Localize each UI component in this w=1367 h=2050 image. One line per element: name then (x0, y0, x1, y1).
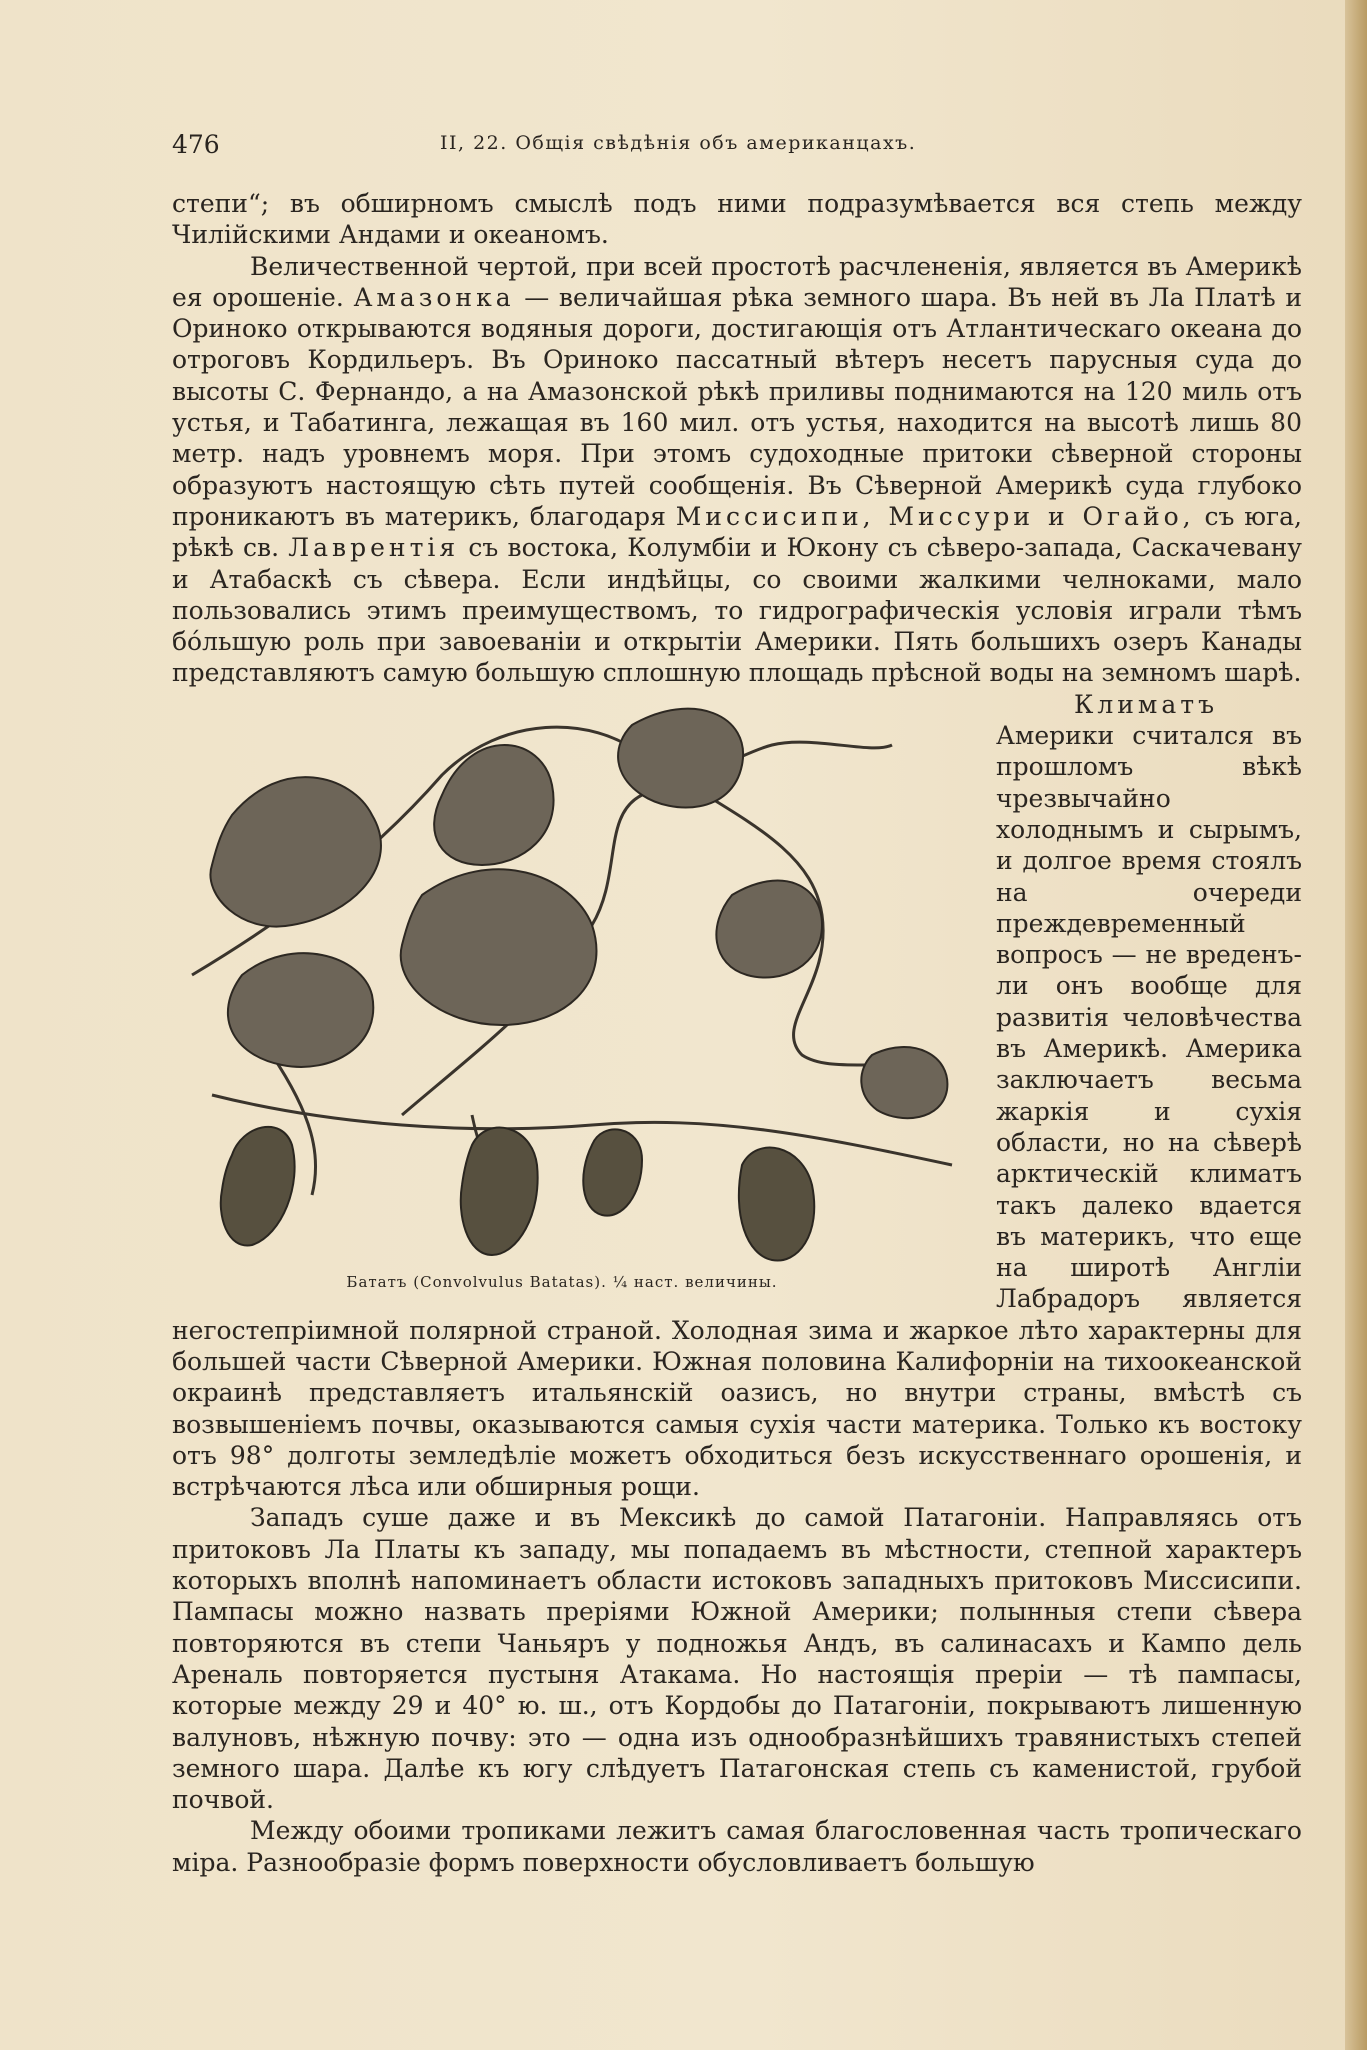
spaced-term-amazon: Амазонка (353, 282, 515, 312)
spaced-term-lawrence: Лаврентія (288, 533, 460, 563)
page-header (172, 130, 1302, 166)
paragraph-1: степи“; въ обширномъ смыслѣ подъ ними подразумѣвается вся степь между Чилійскими Андами и океаномъ. (172, 189, 1302, 250)
text-run: съ юга, рѣкѣ св. (172, 501, 1302, 563)
text-run: — величайшая рѣка земного шара. Въ ней въ Ла Платѣ и Ориноко открываются водяныя дороги, достигающія отъ Атлантическаго океана до отроговъ Кордильеръ. Въ Ориноко пассатный вѣтеръ несетъ парусныя суда до высоты С. Фернандо, а на Амазонской рѣкѣ приливы поднимаются на 120 миль отъ устья, и Табатинга, лежащая въ 160 мил. отъ устья, находится на высотѣ лишь 80 метр. надъ уровнемъ моря. При этомъ судоходные притоки сѣверной стороны образуютъ настоящую сѣть путей сообщенія. Въ Сѣверной Америкѣ суда глубоко проникаютъ въ материкъ, благодаря (172, 282, 1302, 531)
running-title: II, 22. Общія свѣдѣнія объ американцахъ. (440, 132, 917, 154)
paragraph-4: Западъ суше даже и въ Мексикѣ до самой Патагоніи. Направляясь отъ притоковъ Ла Платы къ западу, мы попадаемъ въ мѣстности, степной характеръ которыхъ вполнѣ напоминаетъ области истоковъ западныхъ притоковъ Миссисипи. Пампасы можно назвать преріями Южной Америки; полынныя степи сѣвера повторяются въ степи Чаньяръ у подножья Андъ, въ салинасахъ и Кампо дель Ареналь повторяется пустыня Атакама. Но настоящія преріи — тѣ пампасы, которые между 29 и 40° ю. ш., отъ Кордобы до Патагоніи, покрываютъ лишенную валуновъ, нѣжную почву: это — одна изъ однообразнѣйшихъ травянистыхъ степей земного шара. Далѣе къ югу слѣдуетъ Патагонская степь съ каменистой, грубой почвой. (172, 1503, 1302, 1815)
text-run: Америки считался въ прошломъ вѣкѣ чрезвычайно холоднымъ и сырымъ, и долгое время стоялъ на очереди преждевременный вопросъ — не вреденъ-ли онъ вообще для развитія человѣчества въ Америкѣ. Америка заключаетъ весьма жаркія и сухія области, но на сѣверѣ арктическій климатъ такъ далеко вдается въ материкъ, что еще на широтѣ Англіи Лабрадоръ является негостепріимной полярной страной. Холодная зима и жаркое лѣто характерны для большей части Сѣверной Америки. Южная половина Калифорніи на тихоокеанской окраинѣ представляетъ итальянскій оазисъ, но внутри страны, вмѣстѣ съ возвышеніемъ почвы, оказываются самыя сухія части материка. Только къ востоку отъ 98° долготы земледѣліе можетъ обходиться безъ искусственнаго орошенія, и встрѣчаются лѣса или обширныя рощи. (172, 721, 1302, 1502)
spaced-term-rivers: Миссисипи, Миссури и Огайо, (675, 501, 1195, 531)
paragraph-5: Между обоими тропиками лежитъ самая благословенная часть тропическаго міра. Разнообразіе формъ поверхности обусловливаетъ большую (172, 1816, 1302, 1877)
plant-drawing (172, 695, 962, 1275)
spaced-term-climate: Климатъ (1074, 689, 1218, 719)
page-body (172, 188, 1302, 1878)
paragraph-2 (172, 251, 1302, 689)
page-edge (1345, 0, 1367, 2050)
figure-caption: Бататъ (Convolvulus Batatas). ¼ наст. величины. (346, 1273, 778, 1292)
text-run: Величественной чертой, при всей простотѣ расчлененія, является въ Америкѣ ея орошеніе. (172, 251, 1302, 312)
text-run: съ востока, Колумбіи и Юкону съ сѣверо-запада, Саскачевану и Атабаскѣ съ сѣвера. Если индѣйцы, со своими жалкими челноками, мало пользовались этимъ преимуществомъ, то гидрографическія условія играли тѣмъ бóльшую роль при завоеваніи и открытіи Америки. Пять большихъ озеръ Канады представляютъ самую большую сплошную площадь прѣсной воды на земномъ шарѣ. (172, 533, 1303, 688)
page-number: 476 (172, 130, 220, 159)
sweet-potato-illustration (172, 695, 972, 1311)
